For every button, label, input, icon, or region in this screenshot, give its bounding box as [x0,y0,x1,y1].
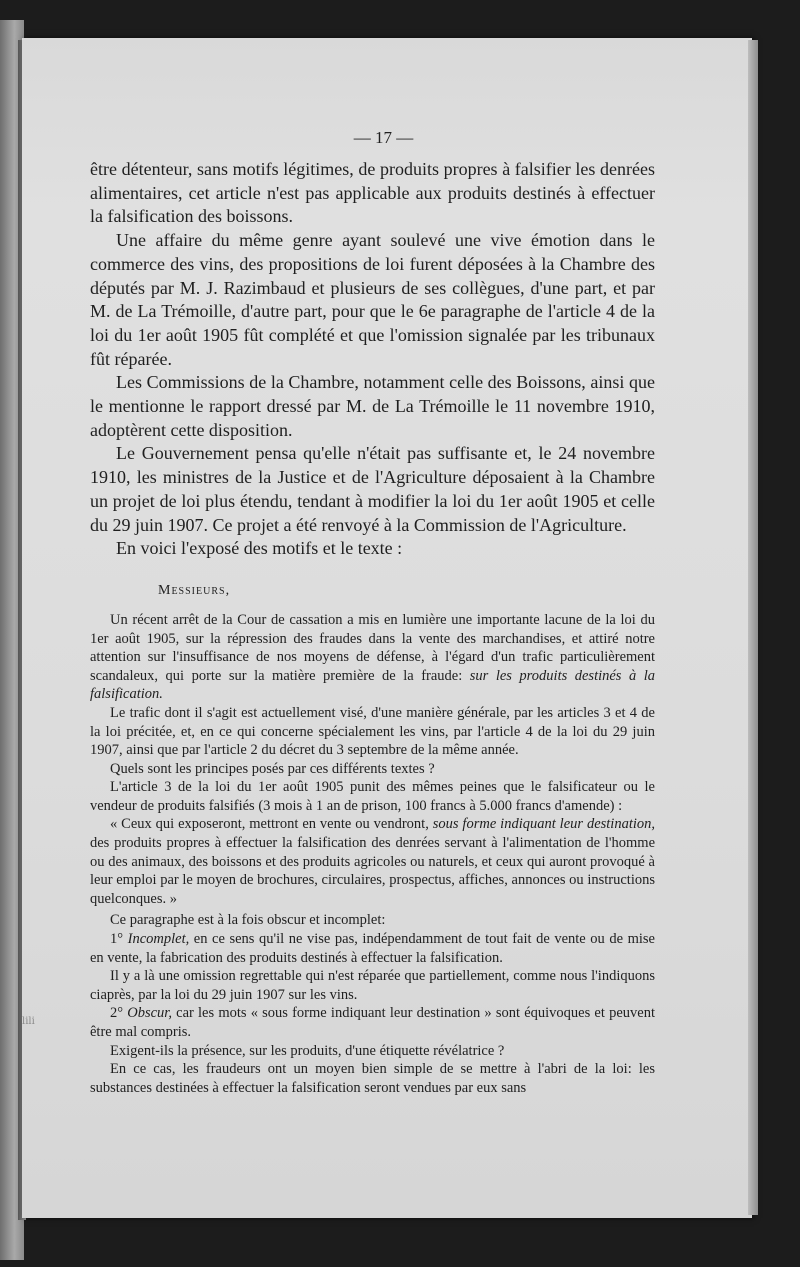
expose-quotation: « Ceux qui exposeront, mettront en vente ou vendront, sous forme indiquant leur destination, des produits propres à effectuer la falsification des denrées servant à l'alimentation de l'homme ou des animaux, des boissons et des produits agricoles ou naturels, et ceux qui auront provoqué à leur emploi par le moyen de brochures, circulaires, prospectus, affiches, annonces ou instructions quelconques. » [90,816,656,907]
paragraph: Une affaire du même genre ayant soulevé une vive émotion dans le commerce des vins, des propositions de loi furent déposées à la Chambre des députés par M. J. Razimbaud et plusieurs de ses collègues, d'une part, et par M. de La Trémoille, d'autre part, pour que le 6e paragraphe de l'article 4 de la loi du 1er août 1905 fût complété et que l'omission signalée par les tribunaux fût réparée. [90,230,655,369]
paragraph: En voici l'exposé des motifs et le texte : [116,538,403,559]
page-content [90,128,655,1097]
expose-paragraph: Un récent arrêt de la Cour de cassation a mis en lumière une importante lacune de la loi du 1er août 1905, sur la répression des fraudes dans la vente des marchandises, et attiré notre attention sur l'insuffisance de nos moyens de défense, à l'égard d'un trafic particulièrement scandaleux, qui porte sur la matière première de la fraude: sur les produits destinés à la falsification. [90,611,655,703]
paragraph-continuation: être détenteur, sans motifs légitimes, de produits propres à falsifier les denrées alimentaires, cet article n'est pas applicable aux produits destinés à effectuer la falsification des boissons. [90,159,655,227]
page-right-edge [748,40,758,1215]
expose-paragraph: 2° Obscur, car les mots « sous forme indiquant leur destination » sont équivoques et peuvent être mal compris. [90,1005,655,1041]
expose-paragraph: Le trafic dont il s'agit est actuellement visé, d'une manière générale, par les articles 3 et 4 de la loi précitée, et, en ce qui concerne spécialement les vins, par l'article 4 de la loi du 29 juin 1907, ainsi que par l'article 2 du décret du 3 septembre de la même année. [90,704,655,759]
expose-paragraph: Quels sont les principes posés par ces différents textes ? [110,760,435,777]
expose-paragraph: Ce paragraphe est à la fois obscur et incomplet: [110,912,386,929]
main-text-block [90,158,655,561]
page-number: — 17 — [353,128,414,147]
salutation: Messieurs, [158,582,231,598]
expose-paragraph: L'article 3 de la loi du 1er août 1905 punit des mêmes peines que le falsificateur ou le vendeur de produits falsifiés (3 mois à 1 an de prison, 100 francs à 5.000 francs d'amende) : [90,779,655,814]
expose-paragraph: Il y a là une omission regrettable qui n'est réparée que partiellement, comme nous l'indiquons ciaprès, par la loi du 29 juin 1907 sur les vins. [90,968,655,1003]
paragraph: Le Gouvernement pensa qu'elle n'était pas suffisante et, le 24 novembre 1910, les ministres de la Justice et de l'Agriculture déposaient à la Chambre un projet de loi plus étendu, tendant à modifier la loi du 1er août 1905 et celle du 29 juin 1907. Ce projet a été renvoyé à la Commission de l'Agriculture. [90,443,655,535]
expose-paragraph: 1° Incomplet, en ce sens qu'il ne vise pas, indépendamment de tout fait de vente ou de mise en vente, la fabrication des produits destinés à effectuer la falsification. [90,931,655,966]
quoted-expose-block [90,611,655,1097]
margin-annotation: lili [22,1016,35,1027]
expose-paragraph: En ce cas, les fraudeurs ont un moyen bien simple de se mettre à l'abri de la loi: les substances destinées à effectuer la falsification seront vendues par eux sans [90,1061,655,1096]
expose-paragraph: Exigent-ils la présence, sur les produits, d'une étiquette révélatrice ? [110,1042,505,1059]
paragraph: Les Commissions de la Chambre, notamment celle des Boissons, ainsi que le mentionne le rapport dressé par M. de La Trémoille le 11 novembre 1910, adoptèrent cette disposition. [90,372,655,440]
